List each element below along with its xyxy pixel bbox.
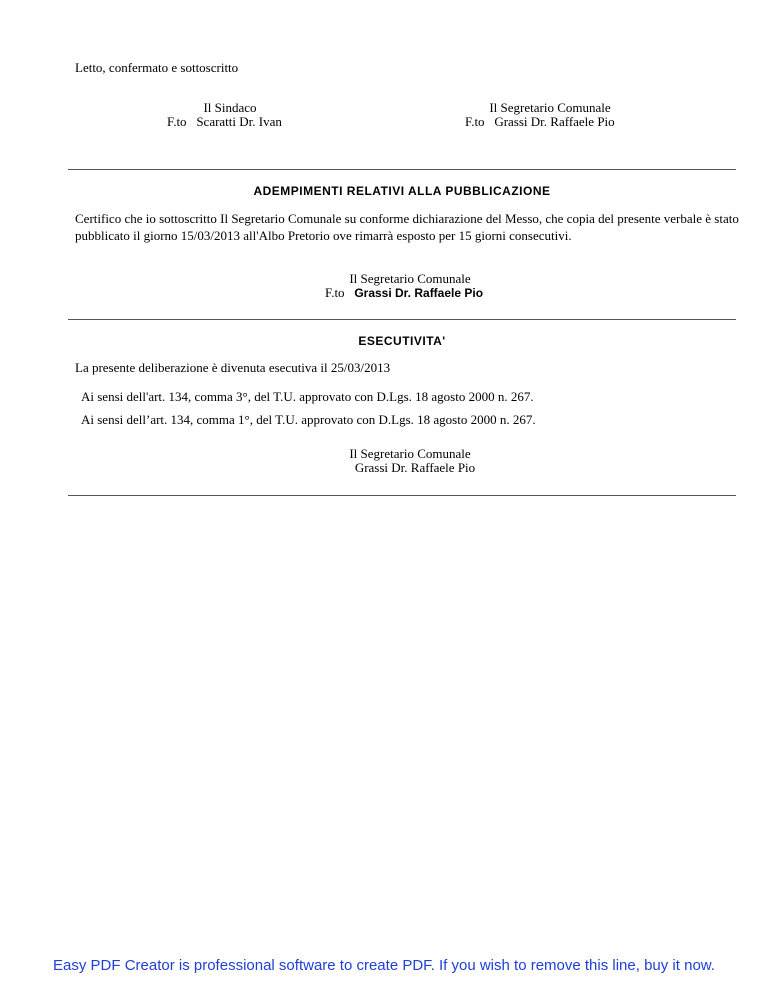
sindaco-title: Il Sindaco (203, 100, 257, 115)
divider-3 (68, 495, 736, 496)
divider-1 (68, 169, 736, 170)
segretario-prefix: F.to (465, 114, 485, 129)
pubblicazione-signer-title: Il Segretario Comunale (349, 271, 471, 286)
sindaco-prefix: F.to (167, 114, 187, 129)
esecutivita-statement: La presente deliberazione è divenuta esecutiva il 25/03/2013 (75, 360, 391, 375)
pdf-creator-watermark: Easy PDF Creator is professional software to create PDF. If you wish to remove this line, buy it now. (53, 957, 715, 974)
pubblicazione-body: Certifico che io sottoscritto Il Segretario Comunale su conforme dichiarazione del Messo, che copia del presente verbale è stato pubblicato il giorno 15/03/2013 all'Albo Pretorio ove rimarrà esposto per 15 giorni consecutivi. (75, 211, 739, 243)
sindaco-signature (167, 114, 282, 130)
esecutivita-clause-1: Ai sensi dell'art. 134, comma 3°, del T.U. approvato con D.Lgs. 18 agosto 2000 n. 267. (81, 389, 534, 404)
esecutivita-clause-2: Ai sensi dell’art. 134, comma 1°, del T.U. approvato con D.Lgs. 18 agosto 2000 n. 267. (81, 412, 536, 427)
segretario-signature (465, 114, 615, 130)
esecutivita-heading: ESECUTIVITA' (358, 334, 446, 348)
segretario-name: Grassi Dr. Raffaele Pio (494, 114, 615, 129)
segretario-title: Il Segretario Comunale (489, 100, 611, 115)
esecutivita-signer-title: Il Segretario Comunale (349, 446, 471, 461)
intro-text: Letto, confermato e sottoscritto (75, 60, 239, 75)
pubblicazione-signer-prefix: F.to (325, 285, 345, 300)
sindaco-name: Scaratti Dr. Ivan (196, 114, 282, 129)
pubblicazione-heading: ADEMPIMENTI RELATIVI ALLA PUBBLICAZIONE (253, 184, 551, 198)
pubblicazione-signer-name: Grassi Dr. Raffaele Pio (354, 286, 484, 300)
esecutivita-signer-name: Grassi Dr. Raffaele Pio (354, 460, 476, 475)
divider-2 (68, 319, 736, 320)
pubblicazione-signature (325, 285, 483, 301)
